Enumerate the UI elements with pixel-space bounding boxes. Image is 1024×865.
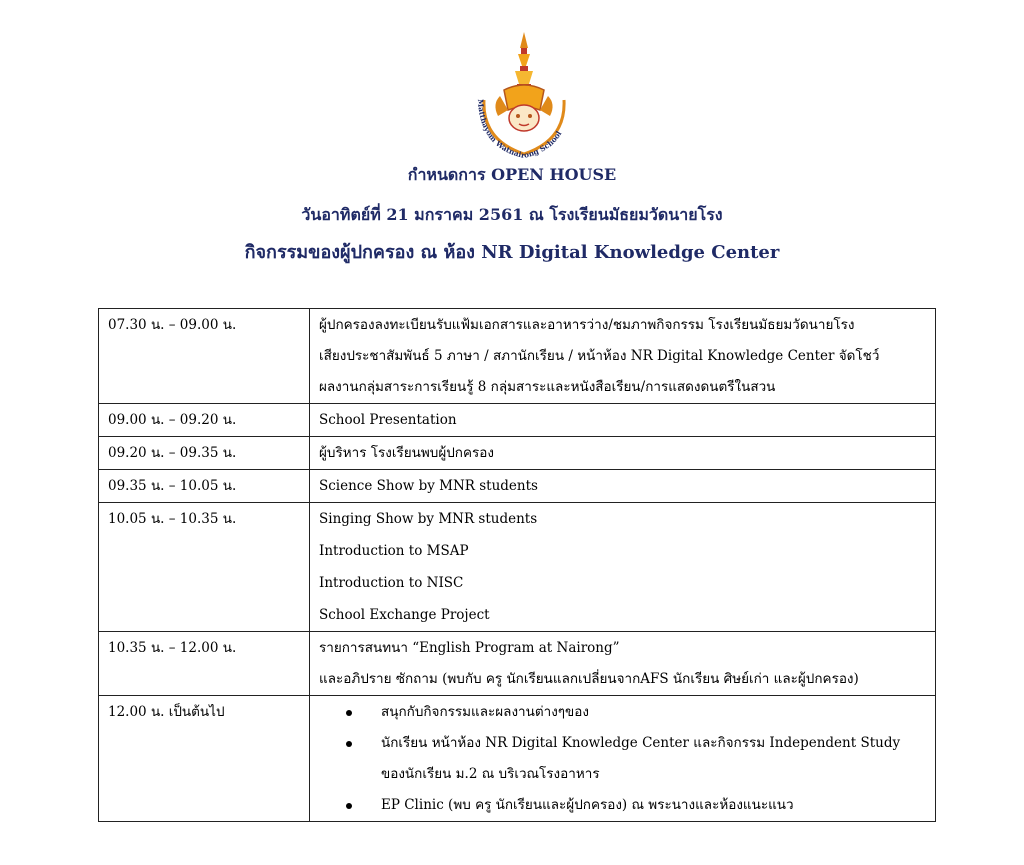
activity-cell: School Presentation [310, 404, 936, 437]
activity-line: นักเรียน หน้าห้อง NR Digital Knowledge Center และกิจกรรม Independent Study [381, 735, 901, 751]
table-row [99, 404, 936, 437]
table-row [99, 309, 936, 404]
activity-line: และอภิปราย ซักถาม (พบกับ ครู นักเรียนแลกเปลี่ยนจากAFS นักเรียน ศิษย์เก่า และผู้ปกครอง) [319, 671, 859, 687]
time-cell: 09.35 น. – 10.05 น. [99, 470, 310, 503]
header-line-3: กิจกรรมของผู้ปกครอง ณ ห้อง NR Digital Knowledge Center [244, 242, 780, 263]
activity-line: ผลงานกลุ่มสาระการเรียนรู้ 8 กลุ่มสาระและหนังสือเรียน/การแสดงดนตรีในสวน [319, 379, 776, 395]
activity-line: Singing Show by MNR students [319, 511, 538, 527]
bullet-icon [346, 710, 352, 716]
bullet-icon [346, 741, 352, 747]
time-cell: 10.35 น. – 12.00 น. [99, 632, 310, 696]
time-cell: 10.05 น. – 10.35 น. [99, 503, 310, 632]
activity-line: ผู้ปกครองลงทะเบียนรับแฟ้มเอกสารและอาหารว่าง/ชมภาพกิจกรรม โรงเรียนมัธยมวัดนายโรง [319, 317, 855, 333]
activity-line: เสียงประชาสัมพันธ์ 5 ภาษา / สภานักเรียน / หน้าห้อง NR Digital Knowledge Center จัดโชว์ [319, 348, 880, 364]
activity-cell [310, 309, 936, 404]
activity-line: ของนักเรียน ม.2 ณ บริเวณโรงอาหาร [381, 766, 600, 782]
time-cell: 09.20 น. – 09.35 น. [99, 437, 310, 470]
activity-cell [310, 632, 936, 696]
activity-line: สนุกกับกิจกรรมและผลงานต่างๆของ [381, 704, 589, 720]
list-item [319, 701, 926, 723]
table-row [99, 632, 936, 696]
list-item [319, 794, 926, 816]
table-row [99, 437, 936, 470]
activity-cell [310, 696, 936, 822]
activity-cell [310, 503, 936, 632]
activity-line: School Exchange Project [319, 607, 490, 623]
activity-line: รายการสนทนา “English Program at Nairong” [319, 640, 620, 656]
time-cell: 07.30 น. – 09.00 น. [99, 309, 310, 404]
header-line-2: วันอาทิตย์ที่ 21 มกราคม 2561 ณ โรงเรียนมัธยมวัดนายโรง [301, 205, 723, 224]
list-item [319, 732, 926, 785]
activity-line: Introduction to MSAP [319, 543, 469, 559]
table-row [99, 696, 936, 822]
activity-cell: Science Show by MNR students [310, 470, 936, 503]
header-line-1: กำหนดการ OPEN HOUSE [407, 165, 617, 184]
activity-bullet-list [319, 701, 926, 816]
time-cell: 12.00 น. เป็นต้นไป [99, 696, 310, 822]
activity-line: Introduction to NISC [319, 575, 464, 591]
activity-line: EP Clinic (พบ ครู นักเรียนและผู้ปกครอง) ณ พระนางและห้องแนะแนว [381, 797, 794, 813]
bullet-icon [346, 803, 352, 809]
table-row [99, 503, 936, 632]
school-logo [468, 30, 580, 160]
logo-motto: Matthayom Watnairong School [475, 98, 564, 160]
table-row [99, 470, 936, 503]
time-cell: 09.00 น. – 09.20 น. [99, 404, 310, 437]
activity-cell: ผู้บริหาร โรงเรียนพบผู้ปกครอง [310, 437, 936, 470]
document-header [0, 164, 1024, 266]
schedule-table [98, 308, 936, 822]
